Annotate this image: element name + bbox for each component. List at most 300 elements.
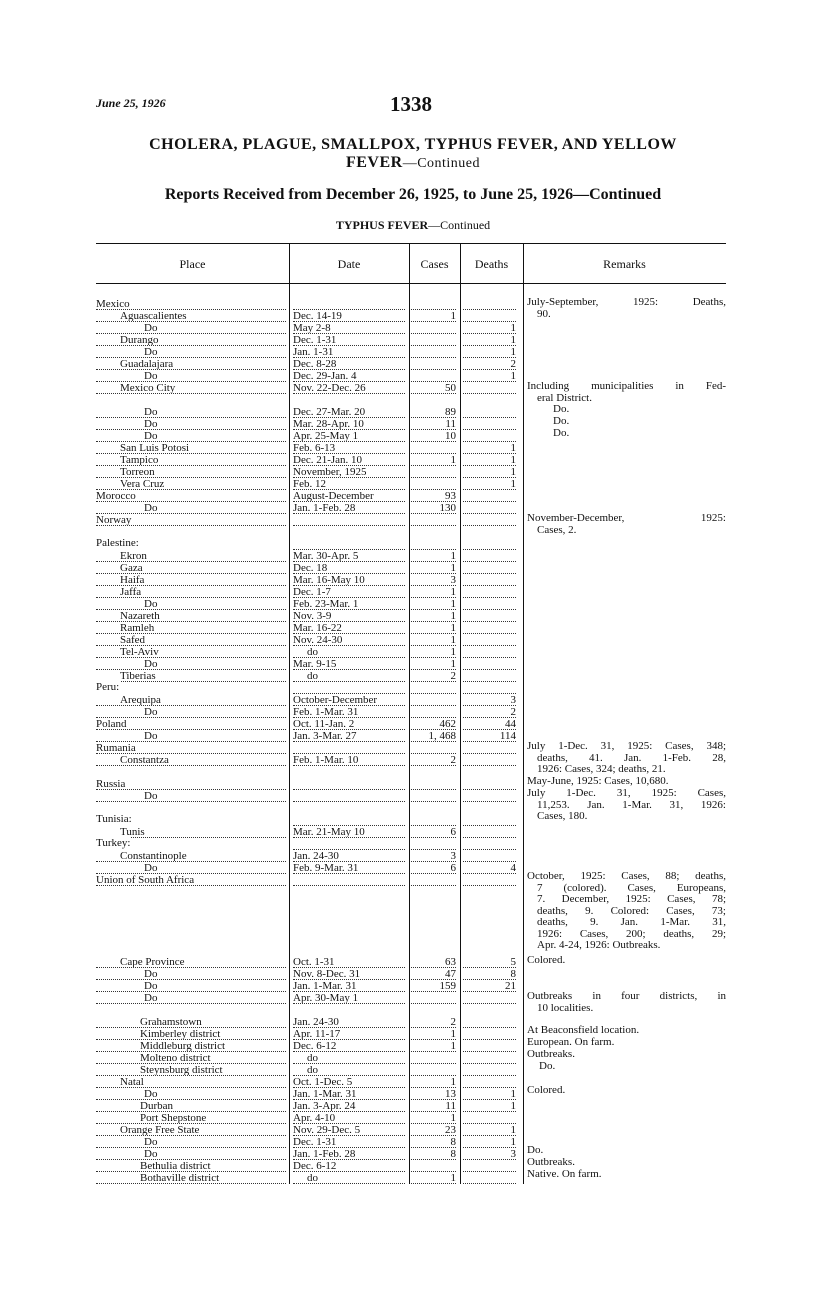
section-heading [96,218,730,233]
cases-value [455,874,456,886]
date-value: Oct. 1-31 [293,956,335,968]
cases-value [455,814,456,826]
remark-line: Apr. 4-24, 1926: Outbreaks. [537,939,661,951]
place-name: Nazareth [120,610,160,622]
remark-line: deaths, 41. Jan. 1-Feb. 28, [537,751,726,764]
date-value: Dec. 27-Mar. 20 [293,406,366,418]
deaths-value [515,586,516,598]
remark [527,1157,726,1169]
table-row [96,621,726,633]
place-name: Ekron [120,550,147,562]
cases-value: 8 [450,1148,456,1160]
table-row [96,1099,726,1111]
cases-value [455,838,456,850]
deaths-value [515,502,516,514]
place-name: Safed [120,634,146,646]
deaths-value: 1 [510,1100,516,1112]
deaths-value [515,418,516,430]
date-value: Feb. 12 [293,478,326,490]
remark-line: May-June, 1925: Cases, 10,680. [527,775,669,787]
deaths-value [515,646,516,658]
place-cell [96,873,286,886]
date-value: Feb. 1-Mar. 31 [293,706,359,718]
remark-line: Cases, 2. [537,523,577,536]
column-header-deaths: Deaths [474,257,509,271]
cases-value: 2 [450,754,456,766]
deaths-value: 3 [510,694,516,706]
cases-value [455,370,456,382]
date-value: do [307,1064,318,1076]
date-cell [293,789,405,802]
date-value [293,514,294,526]
cases-value: 1 [450,1112,456,1124]
place-name: Constantza [120,754,169,766]
place-name: Cape Province [120,956,185,968]
remark-line: July 1-Dec. 31, 1925: Cases, 348; [527,740,726,752]
place-name: Durban [140,1100,173,1112]
remark [527,381,726,404]
place-name: Grahamstown [140,1016,202,1028]
deaths-value [515,430,516,442]
place-name: Bethulia district [140,1160,211,1172]
date-value: Apr. 30-May 1 [293,992,359,1004]
cases-value: 6 [450,862,456,874]
deaths-cell [463,381,516,394]
remark-line: November-December, 1925: [527,512,726,524]
table-row [96,345,726,357]
date-value: Feb. 9-Mar. 31 [293,862,359,874]
cases-value [455,298,456,310]
deaths-value [515,874,516,886]
cases-value: 1 [450,622,456,634]
deaths-value [515,754,516,766]
place-name: Do [144,1088,158,1100]
cases-value [455,1160,456,1172]
table-row [96,633,726,645]
remark-line: deaths, 9. Colored: Cases, 73; [537,904,726,917]
title-line2-text: FEVER [345,154,403,171]
cases-cell [411,753,456,766]
place-cell [96,513,286,526]
deaths-value [515,838,516,850]
place-name: Do [144,502,158,514]
date-value: Dec. 1-31 [293,1136,337,1148]
place-name: Haifa [120,574,145,586]
date-cell [293,753,405,766]
place-name: Do [144,658,158,670]
date-value: Dec. 6-12 [293,1040,337,1052]
deaths-value [515,1064,516,1076]
remark-line: European. On farm. [527,1036,615,1048]
place-name: Union of South Africa [96,874,195,886]
remark-line: Do. [527,1144,544,1156]
date-value: Jan. 1-Mar. 31 [293,980,357,992]
table-row [96,837,726,849]
remark [527,416,726,428]
table-row [96,849,726,861]
date-value [293,778,294,790]
cases-value: 1 [450,1040,456,1052]
remark-line: At Beaconsfield location. [527,1024,640,1036]
remark [527,1169,726,1181]
cases-value: 10 [445,430,456,442]
deaths-value: 1 [510,442,516,454]
place-name: Tampico [120,454,159,466]
cases-value [455,706,456,718]
date-value [293,298,294,310]
table-row [96,705,726,717]
table-row [96,609,726,621]
deaths-value [515,992,516,1004]
cases-value: 1 [450,1028,456,1040]
deaths-value [515,538,516,550]
cases-value: 2 [450,1016,456,1028]
place-name: Port Shepstone [140,1112,207,1124]
table-row [96,597,726,609]
date-value: Mar. 9-15 [293,658,337,670]
deaths-value: 1 [510,466,516,478]
remark-line: Do. [553,415,570,427]
cases-value: 3 [450,574,456,586]
date-value: Jan. 1-Mar. 31 [293,1088,357,1100]
cases-value [455,514,456,526]
date-value: do [307,1052,318,1064]
deaths-value: 2 [510,706,516,718]
date-value: Dec. 21-Jan. 10 [293,454,363,466]
date-value: Oct. 1-Dec. 5 [293,1076,353,1088]
date-value: Jan. 1-31 [293,346,334,358]
remark [527,741,726,776]
table-row [96,441,726,453]
table-row [96,669,726,681]
deaths-value [515,1028,516,1040]
place-name: Kimberley district [140,1028,221,1040]
remark-line: 11,253. Jan. 1-Mar. 31, 1926: [537,798,726,811]
deaths-value: 1 [510,1136,516,1148]
cases-cell [411,789,456,802]
place-name: Do [144,1136,158,1148]
deaths-value [515,742,516,754]
table-row [96,477,726,489]
date-value [293,682,294,694]
remark [527,788,726,823]
remark [527,1049,726,1061]
place-name: Tunis [120,826,145,838]
cases-cell [411,991,456,1004]
remark [527,404,726,416]
remark-line: Outbreaks. [527,1156,575,1168]
remark [527,1085,726,1097]
date-cell [293,873,405,886]
page-number: 1338 [390,92,432,116]
remark-line: July-September, 1925: Deaths, [527,296,726,308]
date-value: Nov. 22-Dec. 26 [293,382,366,394]
table-row [96,357,726,369]
cases-value: 8 [450,1136,456,1148]
place-name: Torreon [120,466,155,478]
cases-value: 1, 468 [428,730,456,742]
deaths-value [515,1040,516,1052]
date-cell [293,513,405,526]
place-name: Vera Cruz [120,478,165,490]
place-name: Do [144,418,158,430]
remark-line: deaths, 9. Jan. 1-Mar. 31, [537,916,726,928]
place-name: Ramleh [120,622,155,634]
place-name: Poland [96,718,127,730]
cases-value: 1 [450,310,456,322]
place-cell [96,837,286,849]
place-name: Arequipa [120,694,161,706]
remark [527,1037,726,1049]
date-value: do [307,670,318,682]
place-name: Constantinople [120,850,187,862]
deaths-value [515,562,516,574]
cases-value: 1 [450,598,456,610]
table-row [96,573,726,585]
date-value: Mar. 28-Apr. 10 [293,418,364,430]
cases-cell [411,873,456,886]
date-value: August-December [293,490,374,502]
date-value: Jan. 1-Feb. 28 [293,1148,356,1160]
remark-line: 1926: Cases, 324; deaths, 21. [537,763,666,775]
remark [527,428,726,440]
place-name: Do [144,968,158,980]
deaths-cell [463,991,516,1004]
remark [527,297,726,320]
place-cell [96,1171,286,1184]
deaths-value: 1 [510,346,516,358]
place-name: Do [144,862,158,874]
cases-value [455,538,456,550]
date-value: Mar. 16-22 [293,622,342,634]
report-subtitle: Reports Received from December 26, 1925, to June 25, 1926—Continued [164,186,662,203]
deaths-value [515,610,516,622]
remark-line: July 1-Dec. 31, 1925: Cases, [527,787,726,799]
deaths-value: 21 [505,980,516,992]
remark [527,955,726,967]
deaths-value [515,1112,516,1124]
table-row [96,717,726,729]
deaths-value [515,406,516,418]
deaths-value [515,514,516,526]
column-header-cases: Cases [420,257,449,271]
table-row [96,561,726,573]
cases-cell [411,1171,456,1184]
remark-line: Colored. [527,1084,566,1096]
table-row [96,333,726,345]
cases-value: 11 [445,418,456,430]
date-value: Nov. 24-30 [293,634,343,646]
deaths-value [515,790,516,802]
deaths-value: 114 [499,730,516,742]
deaths-value [515,310,516,322]
page-title-line1: CHOLERA, PLAGUE, SMALLPOX, TYPHUS FEVER, AND YELLOW [149,136,677,153]
date-value: do [307,1172,318,1184]
cases-value [455,778,456,790]
cases-value: 3 [450,850,456,862]
table-row [96,657,726,669]
section-continued: —Continued [428,218,491,232]
deaths-value: 2 [510,358,516,370]
cases-value: 93 [445,490,456,502]
place-name: Mexico City [120,382,176,394]
deaths-value [515,1160,516,1172]
cases-value: 130 [439,502,456,514]
cases-value: 1 [450,634,456,646]
title-continued: —Continued [402,156,481,171]
date-value: Jan. 24-30 [293,1016,339,1028]
remark [527,776,726,788]
date-value: November, 1925 [293,466,367,478]
deaths-value: 1 [510,454,516,466]
deaths-value [515,1172,516,1184]
deaths-value: 1 [510,478,516,490]
deaths-value [515,622,516,634]
cases-value: 89 [445,406,456,418]
date-value: Nov. 8-Dec. 31 [293,968,361,980]
remark [527,1025,726,1037]
deaths-cell [463,513,516,526]
cases-cell [411,381,456,394]
place-name: Do [144,730,158,742]
date-value: Dec. 14-19 [293,310,342,322]
deaths-value [515,598,516,610]
table-row [96,967,726,979]
table-header-rule [96,283,726,284]
date-value [293,838,294,850]
remark-line: eral District. [537,391,592,404]
place-name: Turkey: [96,837,131,849]
remark-line: 7. December, 1925: Cases, 78; [537,893,726,905]
date-value [293,874,294,886]
table-top-rule [96,243,726,244]
table-row [96,585,726,597]
cases-value: 23 [445,1124,456,1136]
place-name: Tunisia: [96,813,132,825]
deaths-value [515,778,516,790]
remark-line: Native. On farm. [527,1168,602,1180]
remark-line: Do. [553,427,570,439]
place-name: Do [144,992,158,1004]
date-value: Dec. 1-7 [293,586,331,598]
date-cell [293,381,405,394]
date-value: Mar. 21-May 10 [293,826,365,838]
place-name: Mexico [96,298,130,310]
remark-line: 90. [537,307,551,320]
remark-line: Including municipalities in Fed- [527,380,726,392]
date-value: Apr. 11-17 [293,1028,341,1040]
place-name: Gaza [120,562,143,574]
place-name: Palestine: [96,537,139,549]
cases-value [455,346,456,358]
deaths-value [515,574,516,586]
table-row [96,1123,726,1135]
place-name: Do [144,430,158,442]
date-value: Mar. 16-May 10 [293,574,365,586]
place-name: Peru: [96,681,120,693]
cases-value: 2 [450,670,456,682]
remark-line: Cases, 180. [537,810,588,822]
section-heading-text: TYPHUS FEVER [335,218,429,232]
place-name: Durango [120,334,159,346]
date-value: Oct. 11-Jan. 2 [293,718,355,730]
remark-line: Do. [539,1060,556,1072]
deaths-value [515,1016,516,1028]
deaths-value [515,814,516,826]
deaths-value: 5 [510,956,516,968]
deaths-value: 1 [510,1124,516,1136]
column-header-date: Date [337,257,361,271]
running-head-date: June 25, 1926 [96,96,166,110]
date-value: Dec. 8-28 [293,358,337,370]
date-value: Jan. 24-30 [293,850,339,862]
date-cell [293,991,405,1004]
cases-value: 11 [445,1100,456,1112]
cases-value [455,478,456,490]
page-title-line2 [96,154,730,172]
deaths-cell [463,753,516,766]
date-value: Jan. 1-Feb. 28 [293,502,356,514]
deaths-value: 1 [510,370,516,382]
cases-cell [411,513,456,526]
remark-line: 10 localities. [537,1001,594,1014]
date-value: Apr. 4-10 [293,1112,336,1124]
deaths-value [515,850,516,862]
deaths-value: 1 [510,322,516,334]
table-row [96,681,726,693]
column-header-place: Place [179,257,206,271]
table-row [96,645,726,657]
deaths-value [515,550,516,562]
table-row [96,1111,726,1123]
remark [527,871,726,952]
remark-line: October, 1925: Cases, 88; deaths, [527,870,726,882]
date-value: May 2-8 [293,322,331,334]
place-name: San Luis Potosi [120,442,190,454]
place-name: Tel-Aviv [120,646,159,658]
cases-value: 63 [445,956,456,968]
date-value [293,538,294,550]
cases-value [455,442,456,454]
cases-value: 1 [450,562,456,574]
date-value: Feb. 23-Mar. 1 [293,598,359,610]
place-name: Tiberias [120,670,156,682]
place-name: Jaffa [120,586,142,598]
cases-value: 1 [450,1076,456,1088]
place-name: Orange Free State [120,1124,200,1136]
table-row [96,693,726,705]
cases-value: 50 [445,382,456,394]
cases-value: 1 [450,454,456,466]
place-name: Morocco [96,490,136,502]
table-row [96,321,726,333]
date-value: Feb. 1-Mar. 10 [293,754,359,766]
date-value: Dec. 29-Jan. 4 [293,370,357,382]
date-value: Dec. 1-31 [293,334,337,346]
deaths-value: 3 [510,1148,516,1160]
cases-value [455,1064,456,1076]
table-row [96,453,726,465]
table-row [96,549,726,561]
place-name: Do [144,1148,158,1160]
deaths-value [515,826,516,838]
place-name: Middleburg district [140,1040,226,1052]
date-value: do [307,646,318,658]
table-row [96,537,726,549]
deaths-value [515,382,516,394]
place-name: Do [144,346,158,358]
cases-value [455,1052,456,1064]
